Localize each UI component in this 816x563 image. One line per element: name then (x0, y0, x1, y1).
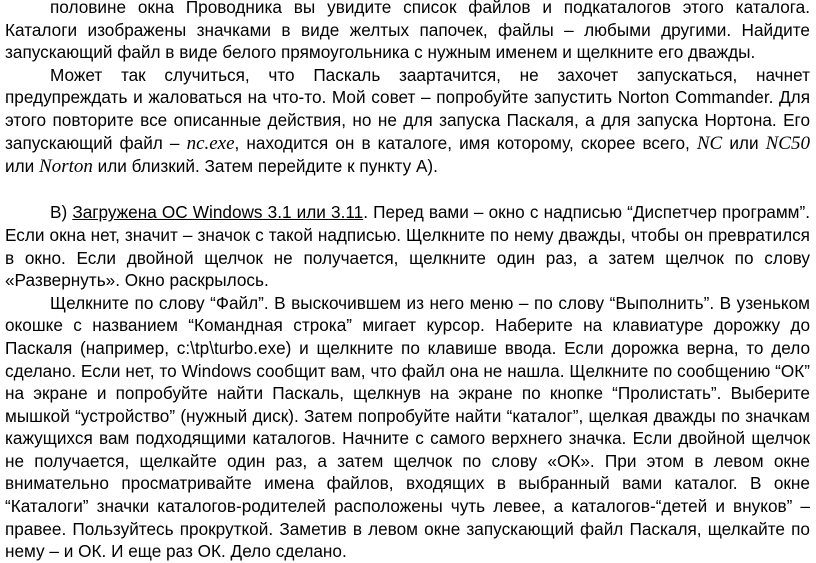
norton-dir-nc50: NC50 (765, 132, 810, 154)
norton-dir-nc: NC (696, 132, 723, 154)
paragraph-norton-commander (5, 64, 810, 179)
paragraph-find-launcher-text: половине окна Проводника вы увидите список файлов и подкаталогов этого каталога. Каталоги изображены значками в виде желтых папочек, файлы – любыми другими. Найдите запускающий файл в виде белого прямоугольника с нужным именем и щелкните его дважды. (5, 0, 810, 63)
paragraph-find-launcher (5, 0, 810, 64)
section-heading: Загружена ОС Windows 3.1 или 3.11 (72, 202, 364, 223)
norton-text-part2: , находится он в каталоге, имя которому, скорее всего, (234, 132, 697, 153)
paragraph-file-run-text: Щелкните по слову “Файл”. В выскочившем из него меню – по слову “Выполнить”. В узеньком окошке с названием “Командная строка” мигает курсор. Наберите на клавиатуре дорожку до Паскаля (например, c:\tp\turbo.exe) и щелкните по клавише ввода. Если дорожка верна, то дело сделано. Если нет, то Windows сообщит вам, что файл она не нашла. Щелкните по сообщению “ОК” на экране и попробуйте найти Паскаль, щелкнув на экране по кнопке “Пролистать”. Выберите мышкой “устройство” (нужный диск). Затем попробуйте найти “каталог”, щелкая дважды по значкам кажущихся вам подходящими каталогов. Начните с самого верхнего значка. Если двойной щелчок не получается, щелкайте один раз, а затем щелчок по слову «ОК». При этом в левом окне внимательно просматривайте имена файлов, входящих в выбранный вами каталог. В окне “Каталоги” значки каталогов-родителей расположены чуть левее, а каталогов-“детей и внуков” – правее. Пользуйтесь прокруткой. Заметив в левом окне запускающий файл Паскаля, щелкайте по нему – и ОК. И еще раз ОК. Дело сделано. (5, 292, 810, 562)
norton-text-part3: или близкий. Затем перейдите к пункту А). (92, 156, 438, 177)
paragraph-windows-section (5, 201, 810, 291)
norton-text-part1: Может так случиться, что Паскаль заартачится, не захочет запускаться, начнет предупреждать и жаловаться на что-то. Мой совет – попробуйте запустить Norton Commander. Для этого повторите все описанные действия, но не для запуска Паскаля, а для запуска Нортона. Его запускающий файл – (5, 64, 810, 153)
section-label: B) (50, 202, 73, 223)
norton-or-2: или (5, 156, 40, 177)
section-text: . Перед вами – окно с надписью “Диспетчер программ”. Если окна нет, значит – значок с такой надписью. Щелкните по нему дважды, чтобы он превратился в окно. Если двойной щелчок не получается, щелкните один раз, а затем щелчок по слову «Развернуть». Окно раскрылось. (5, 202, 810, 291)
norton-dir-norton: Norton (39, 156, 93, 178)
paragraph-spacer (5, 179, 810, 202)
norton-or-1: или (722, 132, 766, 153)
norton-launcher-filename: nc.exe (186, 132, 235, 154)
paragraph-file-run (5, 292, 810, 563)
